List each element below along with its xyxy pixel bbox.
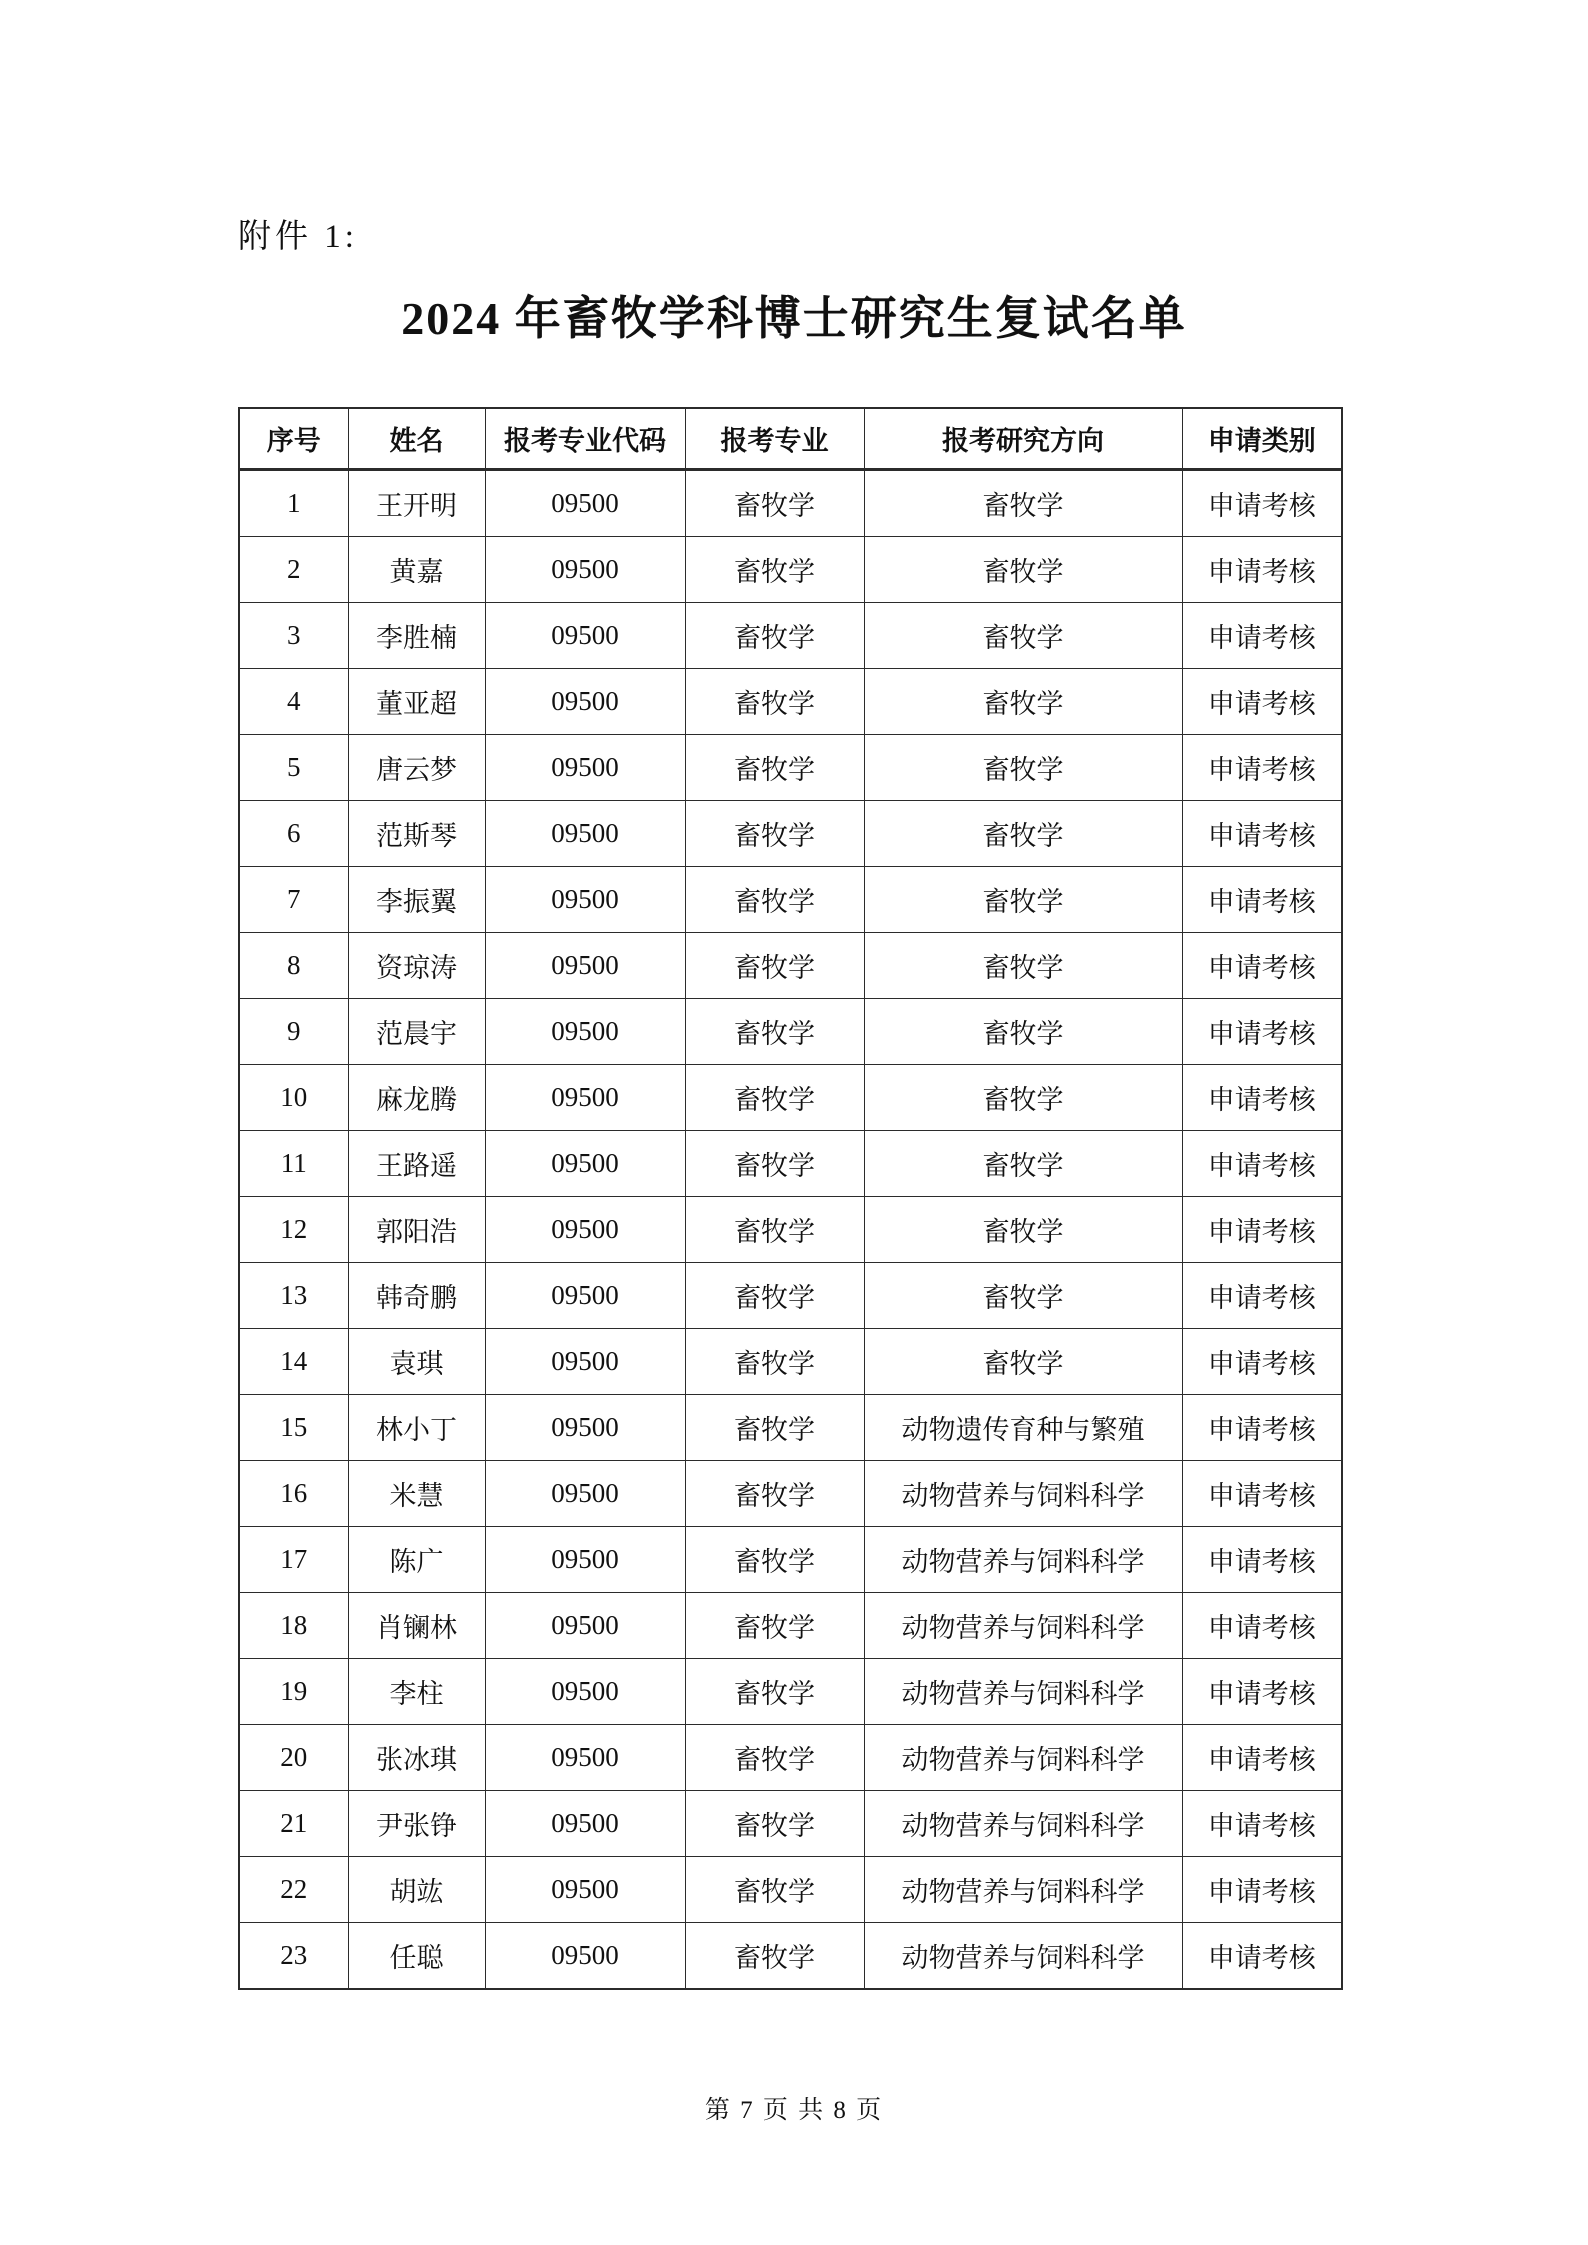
table-cell: 09500: [485, 603, 685, 669]
table-cell: 11: [239, 1131, 348, 1197]
table-cell: 畜牧学: [685, 1527, 864, 1593]
table-cell: 4: [239, 669, 348, 735]
table-cell: 畜牧学: [685, 537, 864, 603]
table-cell: 09500: [485, 867, 685, 933]
table-row: [239, 603, 1342, 669]
table-cell: 畜牧学: [685, 801, 864, 867]
table-cell: 09500: [485, 669, 685, 735]
table-cell: 范晨宇: [348, 999, 485, 1065]
table-cell: 畜牧学: [685, 1659, 864, 1725]
table-cell: 09500: [485, 1593, 685, 1659]
column-header-1: 姓名: [348, 408, 485, 470]
table-cell: 申请考核: [1182, 801, 1342, 867]
table-cell: 19: [239, 1659, 348, 1725]
table-cell: 申请考核: [1182, 537, 1342, 603]
column-header-4: 报考研究方向: [864, 408, 1182, 470]
table-cell: 麻龙腾: [348, 1065, 485, 1131]
table-cell: 畜牧学: [685, 1263, 864, 1329]
table-cell: 6: [239, 801, 348, 867]
table-row: [239, 470, 1342, 537]
table-cell: 申请考核: [1182, 1263, 1342, 1329]
table-cell: 畜牧学: [685, 1857, 864, 1923]
table-cell: 尹张铮: [348, 1791, 485, 1857]
table-cell: 09500: [485, 1857, 685, 1923]
table-cell: 林小丁: [348, 1395, 485, 1461]
table-cell: 10: [239, 1065, 348, 1131]
table-cell: 申请考核: [1182, 999, 1342, 1065]
table-cell: 动物营养与饲料科学: [864, 1659, 1182, 1725]
table-row: [239, 1131, 1342, 1197]
table-cell: 申请考核: [1182, 933, 1342, 999]
table-row: [239, 1593, 1342, 1659]
table-cell: 动物营养与饲料科学: [864, 1923, 1182, 1990]
table-cell: 申请考核: [1182, 867, 1342, 933]
table-cell: 畜牧学: [685, 669, 864, 735]
table-cell: 动物营养与饲料科学: [864, 1461, 1182, 1527]
table-row: [239, 1065, 1342, 1131]
table-cell: 畜牧学: [864, 867, 1182, 933]
table-cell: 郭阳浩: [348, 1197, 485, 1263]
table-cell: 畜牧学: [864, 669, 1182, 735]
table-cell: 范斯琴: [348, 801, 485, 867]
table-cell: 申请考核: [1182, 1857, 1342, 1923]
table-cell: 畜牧学: [864, 1197, 1182, 1263]
table-cell: 2: [239, 537, 348, 603]
table-cell: 动物营养与饲料科学: [864, 1725, 1182, 1791]
table-cell: 畜牧学: [864, 1131, 1182, 1197]
table-row: [239, 1659, 1342, 1725]
table-cell: 申请考核: [1182, 669, 1342, 735]
table-row: [239, 1461, 1342, 1527]
table-cell: 袁琪: [348, 1329, 485, 1395]
table-cell: 09500: [485, 1131, 685, 1197]
table-cell: 3: [239, 603, 348, 669]
table-cell: 8: [239, 933, 348, 999]
table-cell: 09500: [485, 801, 685, 867]
table-row: [239, 1527, 1342, 1593]
table-cell: 畜牧学: [685, 1065, 864, 1131]
column-header-0: 序号: [239, 408, 348, 470]
table-cell: 畜牧学: [685, 1197, 864, 1263]
table-cell: 畜牧学: [685, 1593, 864, 1659]
table-row: [239, 1263, 1342, 1329]
table-cell: 申请考核: [1182, 603, 1342, 669]
table-cell: 18: [239, 1593, 348, 1659]
table-cell: 09500: [485, 1197, 685, 1263]
table-cell: 申请考核: [1182, 1461, 1342, 1527]
table-cell: 畜牧学: [685, 1461, 864, 1527]
table-cell: 09500: [485, 735, 685, 801]
table-row: [239, 801, 1342, 867]
table-cell: 13: [239, 1263, 348, 1329]
table-cell: 09500: [485, 1725, 685, 1791]
table-row: [239, 537, 1342, 603]
table-cell: 16: [239, 1461, 348, 1527]
table-cell: 5: [239, 735, 348, 801]
table-row: [239, 1923, 1342, 1990]
table-cell: 畜牧学: [864, 801, 1182, 867]
table-cell: 肖镧林: [348, 1593, 485, 1659]
table-cell: 资琼涛: [348, 933, 485, 999]
table-header-row: [239, 408, 1342, 470]
table-cell: 申请考核: [1182, 1197, 1342, 1263]
table-cell: 09500: [485, 1395, 685, 1461]
table-cell: 畜牧学: [685, 735, 864, 801]
table-row: [239, 735, 1342, 801]
table-cell: 张冰琪: [348, 1725, 485, 1791]
applicant-roster-table: [238, 407, 1343, 1990]
table-cell: 畜牧学: [685, 603, 864, 669]
table-cell: 09500: [485, 1791, 685, 1857]
table-cell: 畜牧学: [864, 603, 1182, 669]
table-cell: 申请考核: [1182, 1923, 1342, 1990]
table-cell: 动物营养与饲料科学: [864, 1527, 1182, 1593]
table-cell: 畜牧学: [685, 1791, 864, 1857]
table-cell: 22: [239, 1857, 348, 1923]
table-cell: 畜牧学: [864, 999, 1182, 1065]
table-cell: 1: [239, 470, 348, 537]
table-cell: 12: [239, 1197, 348, 1263]
table-row: [239, 867, 1342, 933]
table-row: [239, 999, 1342, 1065]
column-header-5: 申请类别: [1182, 408, 1342, 470]
table-body: [239, 470, 1342, 1990]
table-cell: 09500: [485, 1329, 685, 1395]
table-cell: 畜牧学: [685, 933, 864, 999]
table-cell: 畜牧学: [864, 537, 1182, 603]
table-cell: 动物营养与饲料科学: [864, 1593, 1182, 1659]
table-cell: 任聪: [348, 1923, 485, 1990]
table-row: [239, 669, 1342, 735]
table-cell: 申请考核: [1182, 1527, 1342, 1593]
table-cell: 申请考核: [1182, 735, 1342, 801]
table-cell: 米慧: [348, 1461, 485, 1527]
table-cell: 09500: [485, 933, 685, 999]
table-cell: 畜牧学: [685, 867, 864, 933]
table-cell: 申请考核: [1182, 1725, 1342, 1791]
table-cell: 17: [239, 1527, 348, 1593]
table-cell: 09500: [485, 537, 685, 603]
table-cell: 畜牧学: [685, 1395, 864, 1461]
table-row: [239, 1791, 1342, 1857]
table-cell: 21: [239, 1791, 348, 1857]
table-row: [239, 1395, 1342, 1461]
attachment-label: 附件 1:: [238, 219, 358, 255]
table-cell: 动物遗传育种与繁殖: [864, 1395, 1182, 1461]
table-cell: 畜牧学: [685, 1725, 864, 1791]
table-cell: 申请考核: [1182, 1791, 1342, 1857]
table-cell: 黄嘉: [348, 537, 485, 603]
table-cell: 申请考核: [1182, 1131, 1342, 1197]
table-cell: 畜牧学: [864, 933, 1182, 999]
table-cell: 15: [239, 1395, 348, 1461]
table-cell: 申请考核: [1182, 1395, 1342, 1461]
table-cell: 韩奇鹏: [348, 1263, 485, 1329]
table-cell: 畜牧学: [685, 470, 864, 537]
table-cell: 9: [239, 999, 348, 1065]
table-cell: 畜牧学: [685, 1923, 864, 1990]
table-cell: 畜牧学: [685, 1131, 864, 1197]
table-cell: 李胜楠: [348, 603, 485, 669]
table-cell: 畜牧学: [864, 1329, 1182, 1395]
table-row: [239, 933, 1342, 999]
table-cell: 李柱: [348, 1659, 485, 1725]
table-cell: 09500: [485, 1461, 685, 1527]
table-cell: 23: [239, 1923, 348, 1990]
table-cell: 09500: [485, 1065, 685, 1131]
table-cell: 畜牧学: [685, 1329, 864, 1395]
table-cell: 畜牧学: [864, 1263, 1182, 1329]
table-cell: 李振翼: [348, 867, 485, 933]
table-cell: 畜牧学: [864, 1065, 1182, 1131]
page-title: 2024 年畜牧学科博士研究生复试名单: [401, 293, 1187, 344]
table-cell: 胡竑: [348, 1857, 485, 1923]
table-cell: 14: [239, 1329, 348, 1395]
table-cell: 申请考核: [1182, 1065, 1342, 1131]
table-cell: 王路遥: [348, 1131, 485, 1197]
table-cell: 09500: [485, 1923, 685, 1990]
table-cell: 09500: [485, 470, 685, 537]
table-cell: 董亚超: [348, 669, 485, 735]
table-cell: 动物营养与饲料科学: [864, 1857, 1182, 1923]
table-cell: 王开明: [348, 470, 485, 537]
table-cell: 09500: [485, 1659, 685, 1725]
table-cell: 申请考核: [1182, 1659, 1342, 1725]
table-cell: 陈广: [348, 1527, 485, 1593]
table-cell: 7: [239, 867, 348, 933]
column-header-2: 报考专业代码: [485, 408, 685, 470]
table-cell: 畜牧学: [864, 735, 1182, 801]
page-number-footer: 第 7 页 共 8 页: [704, 2097, 884, 2124]
table-cell: 申请考核: [1182, 1593, 1342, 1659]
table-row: [239, 1725, 1342, 1791]
table-row: [239, 1857, 1342, 1923]
table-cell: 畜牧学: [685, 999, 864, 1065]
table-cell: 申请考核: [1182, 470, 1342, 537]
table-cell: 20: [239, 1725, 348, 1791]
table-row: [239, 1197, 1342, 1263]
table-cell: 09500: [485, 999, 685, 1065]
column-header-3: 报考专业: [685, 408, 864, 470]
table-cell: 动物营养与饲料科学: [864, 1791, 1182, 1857]
table-cell: 畜牧学: [864, 470, 1182, 537]
table-cell: 唐云梦: [348, 735, 485, 801]
table-cell: 09500: [485, 1527, 685, 1593]
table-cell: 申请考核: [1182, 1329, 1342, 1395]
table-row: [239, 1329, 1342, 1395]
table-cell: 09500: [485, 1263, 685, 1329]
